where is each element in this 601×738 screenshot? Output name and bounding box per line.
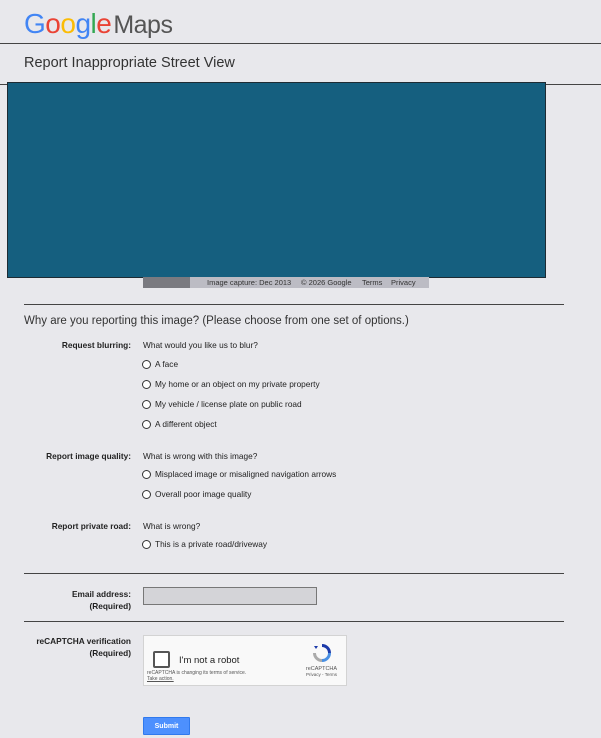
private-road-prompt: What is wrong? [143, 521, 201, 531]
logo-letter: l [90, 8, 97, 39]
recaptcha-logo-icon [311, 642, 333, 664]
radio-button[interactable] [142, 380, 151, 389]
recaptcha-brand-text: reCAPTCHA [305, 666, 338, 672]
section-divider [24, 573, 564, 574]
private-road-option[interactable] [142, 539, 267, 549]
option-label: This is a private road/driveway [155, 539, 268, 549]
page-title: Report Inappropriate Street View [24, 55, 235, 71]
option-label: A different object [155, 419, 217, 429]
option-label: A face [155, 359, 179, 369]
blur-option-different-object[interactable] [142, 419, 217, 429]
option-label: My vehicle / license plate on public road [155, 399, 302, 409]
radio-button[interactable] [142, 490, 151, 499]
recaptcha-notice [147, 670, 246, 682]
recaptcha-terms-link[interactable]: Terms [324, 672, 337, 677]
recaptcha-privacy-link[interactable]: Privacy [306, 672, 321, 677]
logo-letter: e [96, 8, 112, 39]
report-question: Why are you reporting this image? (Please choose from one set of options.) [24, 315, 409, 327]
radio-button[interactable] [142, 360, 151, 369]
recaptcha-branding [299, 642, 344, 677]
option-label: Overall poor image quality [155, 489, 252, 499]
recaptcha-label-text: reCAPTCHA verification [36, 636, 131, 646]
section-divider [24, 304, 564, 305]
take-action-link[interactable]: Take action. [147, 676, 174, 682]
blur-option-face[interactable] [142, 359, 178, 369]
google-watermark [143, 277, 190, 288]
quality-option-poor[interactable] [142, 489, 251, 499]
logo-maps-text: Maps [113, 11, 173, 39]
logo-letter: G [24, 8, 46, 39]
report-private-road-label: Report private road: [51, 521, 131, 531]
email-input[interactable] [143, 587, 317, 605]
submit-button[interactable]: Submit [143, 717, 190, 735]
recaptcha-widget [143, 635, 347, 686]
terms-link[interactable]: Terms [362, 278, 383, 287]
recaptcha-checkbox-label: I'm not a robot [179, 655, 240, 666]
recaptcha-checkbox[interactable] [153, 651, 170, 668]
logo-letter: o [60, 8, 76, 39]
image-capture-date: Image capture: Dec 2013 [207, 278, 292, 287]
street-view-footer [143, 277, 429, 288]
radio-button[interactable] [142, 420, 151, 429]
recaptcha-notice-text: reCAPTCHA is changing its terms of service. [147, 670, 247, 676]
header-divider [0, 43, 601, 44]
logo-letter: g [75, 8, 91, 39]
google-maps-logo[interactable] [24, 8, 172, 40]
request-blurring-label: Request blurring: [61, 340, 131, 350]
blur-prompt: What would you like us to blur? [143, 340, 258, 350]
recaptcha-separator: - [320, 672, 325, 677]
copyright-text: © 2026 Google [301, 278, 352, 287]
blur-option-home[interactable] [142, 379, 320, 389]
email-label [16, 588, 131, 612]
radio-button[interactable] [142, 540, 151, 549]
radio-button[interactable] [142, 470, 151, 479]
recaptcha-required-text: (Required) [89, 648, 131, 658]
logo-letter: o [45, 8, 61, 39]
option-label: Misplaced image or misaligned navigation arrows [155, 469, 337, 479]
street-view-image[interactable] [7, 82, 546, 278]
report-image-quality-label: Report image quality: [46, 451, 131, 461]
quality-prompt: What is wrong with this image? [143, 451, 258, 461]
quality-option-misplaced[interactable] [142, 469, 336, 479]
recaptcha-label [16, 635, 131, 659]
section-divider [24, 621, 564, 622]
option-label: My home or an object on my private property [155, 379, 320, 389]
privacy-link[interactable]: Privacy [391, 278, 416, 287]
radio-button[interactable] [142, 400, 151, 409]
email-label-text: Email address: [71, 589, 131, 599]
blur-option-vehicle[interactable] [142, 399, 302, 409]
email-required-text: (Required) [89, 601, 131, 611]
